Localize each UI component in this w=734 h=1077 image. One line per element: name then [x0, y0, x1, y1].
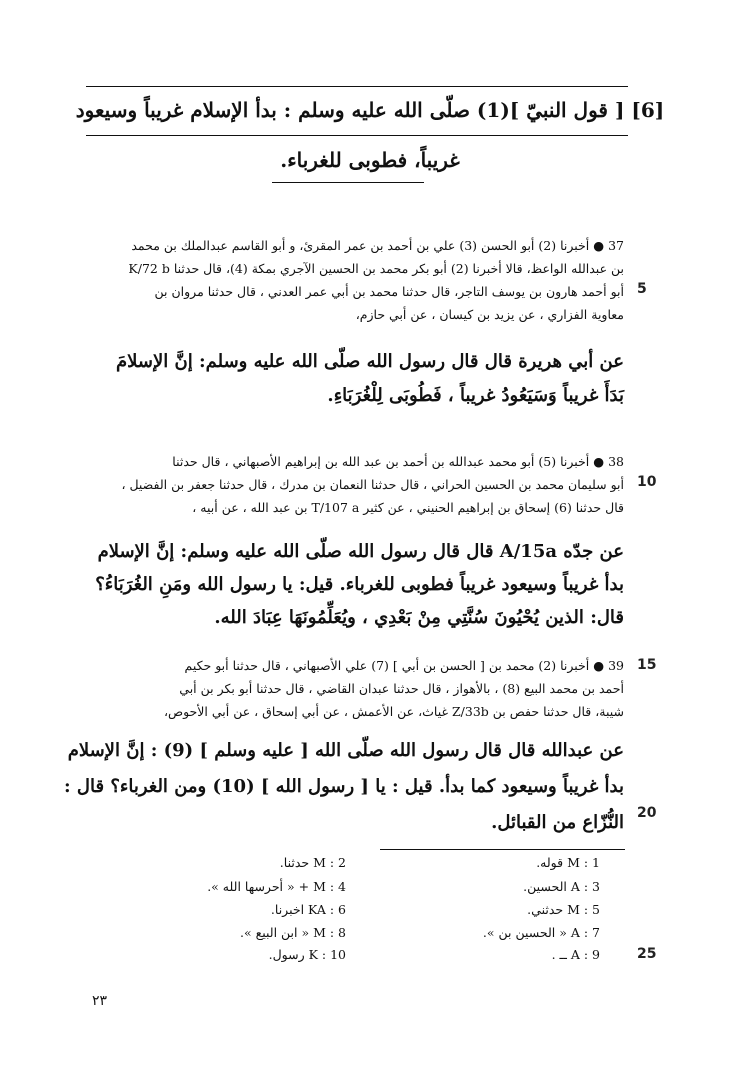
line-number: 10	[637, 474, 657, 490]
hadith-37-matn	[84, 345, 624, 413]
footnote-rule	[380, 849, 625, 850]
isnad-line: 39 ● أخبرنا (2) محمد بن [ الحسن بن أبي ] (7) علي الأصبهاني ، قال حدثنا أبو حكيم	[184, 658, 624, 673]
matn-line: النُّزّاع من القبائل.	[491, 812, 624, 833]
footnote: M : 4 + « أحرسها الله ».	[207, 879, 346, 894]
footnote: M : 2 حدثنا.	[279, 855, 346, 870]
footnote: A : 7 « الحسين بن ».	[482, 925, 600, 940]
title-underline	[272, 182, 424, 183]
matn-line: عن جدّه A/15a قال قال رسول الله صلّى الله عليه وسلم: إنَّ الإسلام	[97, 541, 624, 562]
footnote: KA : 6 اخبرنا.	[270, 902, 346, 917]
line-number: 5	[637, 281, 647, 297]
isnad-line: معاوية الفزاري ، عن يزيد بن كيسان ، عن أبي حازم،	[355, 307, 624, 322]
isnad-line: 37 ● أخبرنا (2) أبو الحسن (3) علي بن أحمد بن عمر المقرئ، و أبو القاسم عبدالملك بن محمد	[131, 238, 624, 253]
matn-line: قال: الذين يُحْيُونَ سُنَّتِي مِنْ بَعْدِي ، ويُعَلِّمُونَهَا عِبَادَ الله.	[214, 607, 624, 628]
matn-line: بَدَأَ غريباً وَسَيَعُودُ غريباً ، فَطُوبَى لِلْغُرَبَاءِ.	[327, 385, 624, 406]
page-number: ٢٣	[92, 993, 108, 1009]
line-number: 15	[637, 657, 657, 673]
footnote: A : 9 ــ .	[551, 947, 600, 962]
matn-line: بدأ غريباً وسيعود غريباً فطوبى للغرباء. قيل: يا رسول الله ومَنِ الغُرَبَاءُ؟	[95, 574, 624, 595]
hadith-39-isnad	[84, 654, 624, 723]
isnad-line: أبو أحمد هارون بن يوسف التاجر، قال حدثنا محمد بن أبي عمر العدني ، قال حدثنا مروان بن	[154, 284, 624, 299]
chapter-title-line2: غريباً، فطوبى للغرباء.	[280, 148, 460, 172]
hadith-38-isnad	[84, 450, 624, 519]
matn-line: بدأ غريباً وسيعود كما بدأ. قيل : يا [ رسول الله ] (10) ومن الغرباء؟ قال :	[63, 776, 624, 797]
chapter-title-line1: [6] [ قول النبيّ ](1) صلّى الله عليه وسلم : بدأ الإسلام غريباً وسيعود	[75, 98, 665, 122]
isnad-line: أبو سليمان محمد بن الحسين الحراني ، قال حدثنا النعمان بن مدرك ، قال حدثنا جعفر بن الفضيل ،	[121, 477, 624, 492]
isnad-line: قال حدثنا (6) إسحاق بن إبراهيم الحنيني ، عن كثير T/107 a بن عبد الله ، عن أبيه ،	[192, 500, 624, 515]
isnad-line: 38 ● أخبرنا (5) أبو محمد عبدالله بن أحمد بن عبد الله بن إبراهيم الأصبهاني ، قال حدثنا	[172, 454, 624, 469]
hadith-39-matn	[63, 733, 624, 841]
isnad-line: شيبة، قال حدثنا حفص بن Z/33b غياث، عن الأعمش ، عن أبي إسحاق ، عن أبي الأحوص،	[163, 704, 624, 719]
matn-line: عن عبدالله قال قال رسول الله صلّى الله [ عليه وسلم ] (9) : إنَّ الإسلام	[67, 740, 624, 761]
footnote: K : 10 رسول.	[268, 947, 346, 962]
isnad-line: بن عبدالله الواعظ، قالا أخبرنا (2) أبو بكر محمد بن الحسين الآجري بمكة (4)، قال حدثنا K/72 b	[128, 261, 624, 276]
footnote: M : 5 حدثني.	[527, 902, 600, 917]
line-number: 25	[637, 946, 657, 962]
footnote: M : 1 قوله.	[536, 855, 600, 870]
footnote: A : 3 الحسين.	[523, 879, 600, 894]
matn-line: عن أبي هريرة قال قال رسول الله صلّى الله عليه وسلم: إنَّ الإسلامَ	[116, 351, 624, 372]
line-number: 20	[637, 805, 657, 821]
top-rule	[86, 86, 628, 87]
hadith-38-matn	[84, 535, 624, 634]
hadith-37-isnad	[84, 234, 624, 326]
title-rule	[86, 135, 628, 136]
isnad-line: أحمد بن محمد البيع (8) ، بالأهواز ، قال حدثنا عبدان القاضي ، قال حدثنا أبو بكر بن أبي	[179, 681, 624, 696]
footnote: M : 8 « ابن البيع ».	[239, 925, 346, 940]
